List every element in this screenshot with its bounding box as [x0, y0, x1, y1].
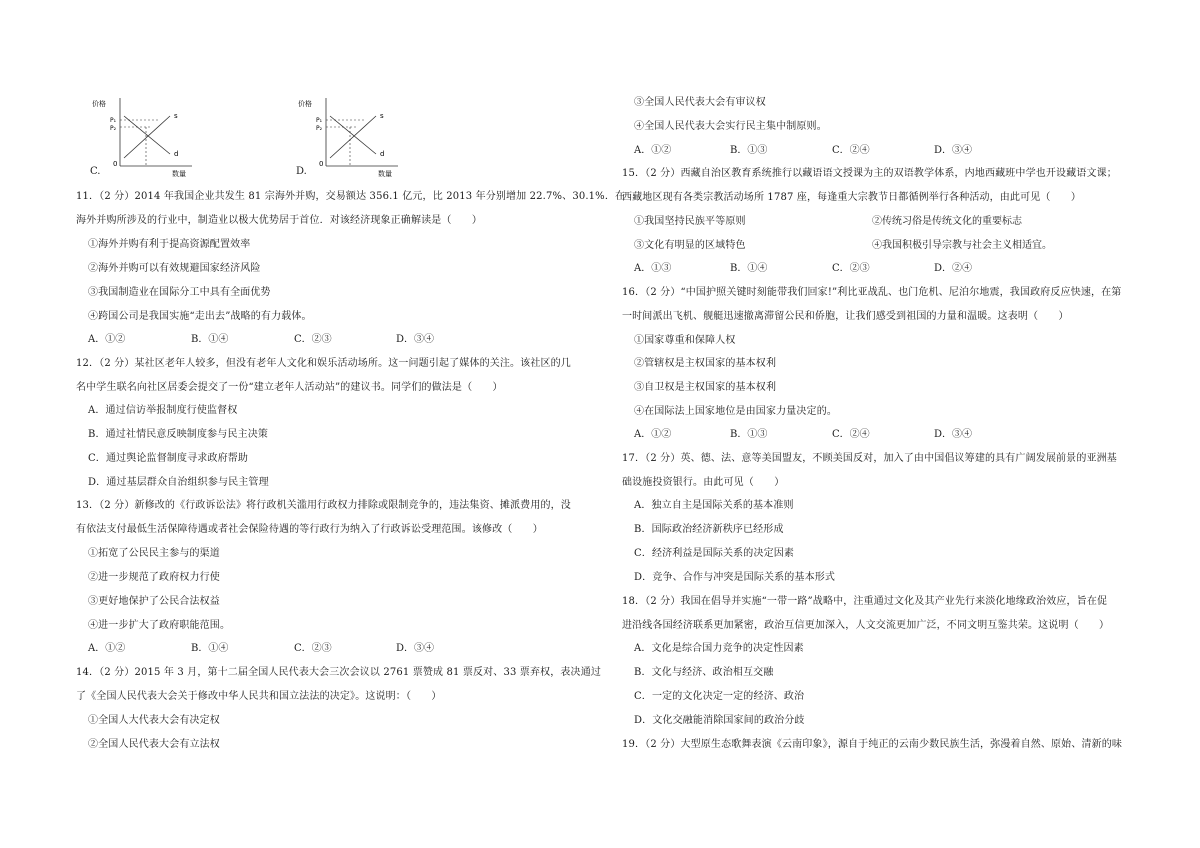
graph-c-s: s [174, 112, 178, 120]
graph-c [90, 94, 200, 180]
q17-stem: 17．（2 分）英、德、法、意等美国盟友，不顾美国反对，加入了由中国倡议筹建的具有广阔发展前景的亚洲基 [622, 453, 1117, 464]
q11-statement: ③我国制造业在国际分工中具有全面优势 [88, 287, 271, 298]
q13-option-d[interactable]: D．③④ [396, 643, 435, 654]
graph-d-p2: P₂ [316, 125, 323, 132]
graph-d-origin: 0 [319, 160, 324, 168]
q16-statement: ②管辖权是主权国家的基本权利 [634, 358, 777, 369]
graph-d-xaxis: 数量 [378, 170, 392, 178]
q14-statement: ③全国人民代表大会有审议权 [634, 97, 766, 108]
q18-option-c[interactable]: C．一定的文化决定一定的经济、政治 [634, 691, 805, 702]
graph-c-demand [124, 116, 170, 154]
q15-stem-cont: 西藏地区现有各类宗教活动场所 1787 座，每逢重大宗教节日都循例举行各种活动，由此可见（ ） [622, 192, 1082, 203]
graph-c-xaxis: 数量 [172, 170, 186, 178]
q15-option-c[interactable]: C．②③ [832, 263, 870, 274]
graph-d-d: d [380, 150, 385, 158]
q15-option-d[interactable]: D．②④ [934, 263, 973, 274]
graph-c-yaxis: 价格 [92, 100, 106, 108]
q11-statement: ①海外并购有利于提高资源配置效率 [88, 239, 251, 250]
graph-c-origin: 0 [113, 160, 118, 168]
q15-statement: ②传统习俗是传统文化的重要标志 [872, 216, 1022, 227]
graph-d-demand [330, 116, 376, 154]
q11-statement: ②海外并购可以有效规避国家经济风险 [88, 263, 261, 274]
q14-statement: ④全国人民代表大会实行民主集中制原则。 [634, 121, 827, 132]
graph-d-p1: P₁ [316, 117, 323, 124]
graph-c-supply [124, 116, 170, 158]
graph-c-p1: P₁ [110, 117, 117, 124]
q13-statement: ③更好地保护了公民合法权益 [88, 596, 220, 607]
q11-option-c[interactable]: C．②③ [294, 334, 332, 345]
q13-option-b[interactable]: B．①④ [191, 643, 229, 654]
q11-stem: 11．（2 分）2014 年我国企业共发生 81 宗海外并购，交易额达 356.1 亿元，比 2013 年分别增加 22.7%、30.1%．在 [76, 191, 626, 202]
q11-statement: ④跨国公司是我国实施“走出去”战略的有力载体。 [88, 311, 312, 322]
q16-option-b[interactable]: B．①③ [730, 429, 768, 440]
graph-d-plot [296, 94, 406, 180]
q17-option-d[interactable]: D．竞争、合作与冲突是国际关系的基本形式 [634, 572, 836, 583]
q13-statement: ④进一步扩大了政府职能范围。 [88, 620, 231, 631]
q17-option-b[interactable]: B．国际政治经济新秩序已经形成 [634, 524, 784, 535]
graph-c-p2: P₂ [110, 125, 117, 132]
q12-option-b[interactable]: B．通过社情民意反映制度参与民主决策 [88, 429, 269, 440]
graph-d [296, 94, 406, 180]
q14-statement: ②全国人民代表大会有立法权 [88, 739, 220, 750]
graph-d-supply [330, 116, 376, 158]
q14-stem-cont: 了《全国人民代表大会关于修改中华人民共和国立法法的决定》。这说明：（ ） [76, 691, 442, 702]
q14-option-d[interactable]: D．③④ [934, 145, 973, 156]
q18-stem-cont: 进沿线各国经济联系更加紧密，政治互信更加深入，人文交流更加广泛，不同文明互鉴共荣。这说明（ ） [622, 620, 1110, 631]
q13-statement: ②进一步规范了政府权力行使 [88, 572, 220, 583]
q15-stem: 15．（2 分）西藏自治区教育系统推行以藏语语文授课为主的双语教学体系，内地西藏班中学也开设藏语文课； [622, 168, 1117, 179]
q11-option-d[interactable]: D．③④ [396, 334, 435, 345]
q12-option-d[interactable]: D．通过基层群众自治组织参与民主管理 [88, 477, 269, 488]
q13-stem-cont: 有依法支付最低生活保障待遇或者社会保险待遇的等行政行为纳入了行政诉讼受理范围。该修改（ ） [76, 524, 543, 535]
q16-statement: ③自卫权是主权国家的基本权利 [634, 382, 777, 393]
graph-d-yaxis: 价格 [298, 100, 312, 108]
q18-option-d[interactable]: D．文化交融能消除国家间的政治分歧 [634, 715, 805, 726]
q18-option-b[interactable]: B．文化与经济、政治相互交融 [634, 667, 774, 678]
q17-option-a[interactable]: A．独立自主是国际关系的基本准则 [634, 500, 794, 511]
graph-d-label: D. [296, 166, 307, 177]
q15-option-a[interactable]: A．①③ [634, 263, 672, 274]
q13-stem: 13．（2 分）新修改的《行政诉讼法》将行政机关滥用行政权力排除或限制竞争的，违法集资、摊派费用的，没 [76, 500, 571, 511]
q11-option-a[interactable]: A．①② [88, 334, 126, 345]
q16-stem: 16．（2 分）“中国护照关键时刻能带我们回家!”利比亚战乱、也门危机、尼泊尔地震，我国政府反应快速，在第 [622, 287, 1122, 298]
graph-c-d: d [174, 150, 179, 158]
q15-option-b[interactable]: B．①④ [730, 263, 768, 274]
q11-stem-cont: 海外并购所涉及的行业中，制造业以极大优势居于首位．对该经济现象正确解读是（ ） [76, 215, 482, 226]
q16-option-d[interactable]: D．③④ [934, 429, 973, 440]
graph-c-label: C. [90, 166, 101, 177]
q13-option-a[interactable]: A．①② [88, 643, 126, 654]
q15-statement: ④我国积极引导宗教与社会主义相适宜。 [872, 240, 1052, 251]
q11-option-b[interactable]: B．①④ [191, 334, 229, 345]
q14-option-b[interactable]: B．①③ [730, 145, 768, 156]
q14-statement: ①全国人大代表大会有决定权 [88, 715, 220, 726]
q16-statement: ④在国际法上国家地位是由国家力量决定的。 [634, 406, 837, 417]
q17-option-c[interactable]: C．经济利益是国际关系的决定因素 [634, 548, 795, 559]
q13-option-c[interactable]: C．②③ [294, 643, 332, 654]
graph-c-plot [90, 94, 200, 180]
q12-stem: 12．（2 分）某社区老年人较多，但没有老年人文化和娱乐活动场所。这一问题引起了媒体的关注。该社区的几 [76, 358, 571, 369]
q18-option-a[interactable]: A．文化是综合国力竞争的决定性因素 [634, 643, 804, 654]
graph-d-s: s [380, 112, 384, 120]
q16-option-c[interactable]: C．②④ [832, 429, 870, 440]
q19-stem: 19．（2 分）大型原生态歌舞表演《云南印象》，源自于纯正的云南少数民族生活，弥漫着自然、原始、清新的味 [622, 739, 1123, 750]
q16-stem-cont: 一时间派出飞机、舰艇迅速撤离滞留公民和侨胞，让我们感受到祖国的力量和温暖。这表明（ ） [622, 311, 1069, 322]
q14-stem: 14．（2 分）2015 年 3 月，第十二届全国人民代表大会三次会议以 2761 票赞成 81 票反对、33 票弃权，表决通过 [76, 667, 602, 678]
q16-statement: ①国家尊重和保障人权 [634, 335, 736, 346]
q15-statement: ①我国坚持民族平等原则 [634, 216, 746, 227]
q14-option-a[interactable]: A．①② [634, 145, 672, 156]
q17-stem-cont: 础设施投资银行。由此可见（ ） [622, 477, 785, 488]
q12-option-c[interactable]: C．通过舆论监督制度寻求政府帮助 [88, 453, 249, 464]
q12-stem-cont: 名中学生联名向社区居委会提交了一份“建立老年人活动站”的建议书。同学们的做法是（ ） [76, 382, 503, 393]
q12-option-a[interactable]: A．通过信访举报制度行使监督权 [88, 405, 238, 416]
q13-statement: ①拓宽了公民民主参与的渠道 [88, 548, 220, 559]
q18-stem: 18．（2 分）我国在倡导并实施“一带一路”战略中，注重通过文化及其产业先行来淡化地缘政治效应，旨在促 [622, 596, 1108, 607]
q15-statement: ③文化有明显的区域特色 [634, 240, 746, 251]
q14-option-c[interactable]: C．②④ [832, 145, 870, 156]
q16-option-a[interactable]: A．①② [634, 429, 672, 440]
